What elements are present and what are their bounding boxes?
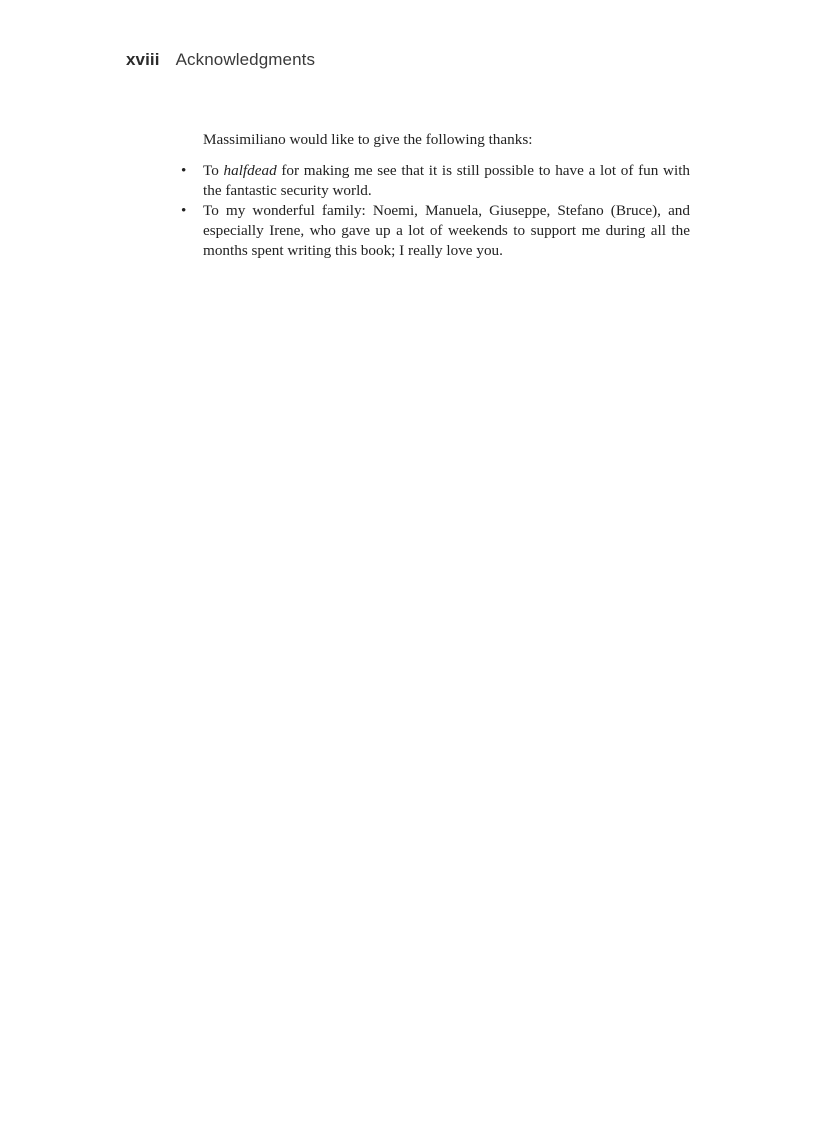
- thanks-list: [178, 161, 690, 261]
- page-number: xviii: [126, 50, 160, 69]
- acknowledgments-body: [178, 130, 690, 261]
- bullet-marker: •: [181, 202, 187, 219]
- list-item-text: for making me see that it is still possible to have a lot of fun with the fantastic security world.: [203, 162, 691, 199]
- running-header: [126, 50, 315, 72]
- list-item-emphasis: halfdead: [223, 162, 277, 179]
- bullet-marker: •: [181, 162, 187, 179]
- section-title: Acknowledgments: [175, 50, 316, 69]
- list-item-text: To my wonderful family: Noemi, Manuela, Giuseppe, Stefano (Bruce), and especially Irene, who gave up a lot of weekends to support me during all the months spent writing this book; I really love you.: [203, 202, 690, 259]
- intro-paragraph: Massimiliano would like to give the following thanks:: [203, 131, 533, 148]
- list-item: [178, 161, 690, 201]
- list-item-prefix: To: [203, 162, 224, 179]
- list-item: [178, 201, 690, 261]
